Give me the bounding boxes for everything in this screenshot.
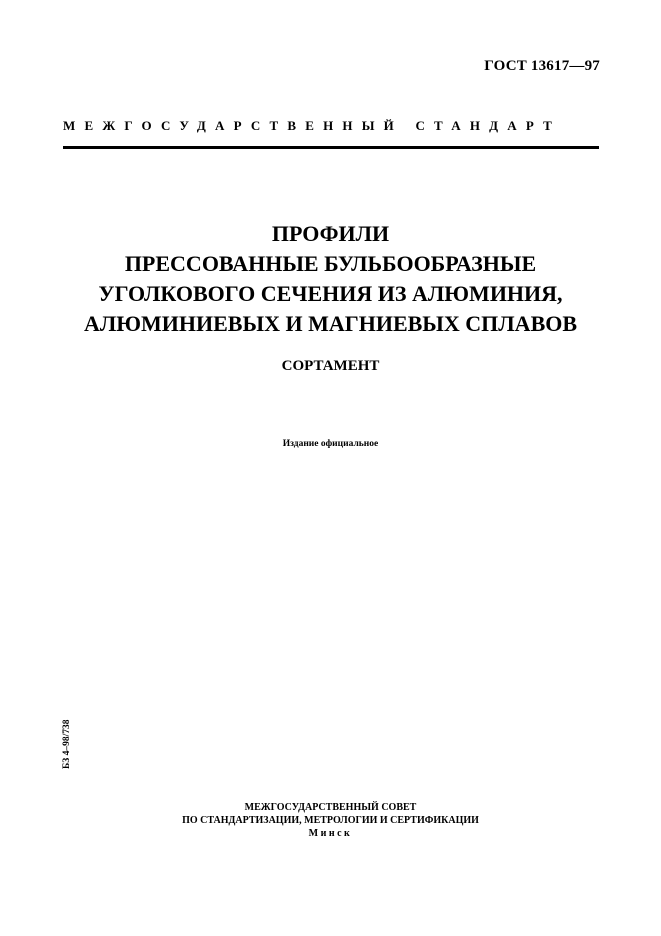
standard-kind-heading: МЕЖГОСУДАРСТВЕННЫЙ СТАНДАРТ <box>63 118 562 133</box>
publisher-block <box>0 801 661 840</box>
title-line-4: АЛЮМИНИЕВЫХ И МАГНИЕВЫХ СПЛАВОВ <box>83 311 578 336</box>
publisher-city: Минск <box>308 828 353 839</box>
edition-note: Издание официальное <box>282 439 379 449</box>
side-catalog-code: БЗ 4–98/738 <box>62 719 72 769</box>
document-subtitle: СОРТАМЕНТ <box>281 358 380 374</box>
publisher-line-2: ПО СТАНДАРТИЗАЦИИ, МЕТРОЛОГИИ И СЕРТИФИКАЦИИ <box>182 815 479 826</box>
gost-number: ГОСТ 13617—97 <box>484 58 600 74</box>
title-line-1: ПРОФИЛИ <box>271 221 390 246</box>
title-line-3: УГОЛКОВОГО СЕЧЕНИЯ ИЗ АЛЮМИНИЯ, <box>98 281 563 306</box>
publisher-line-1: МЕЖГОСУДАРСТВЕННЫЙ СОВЕТ <box>244 802 417 813</box>
header-rule <box>63 146 599 149</box>
title-line-2: ПРЕССОВАННЫЕ БУЛЬБООБРАЗНЫЕ <box>124 251 537 276</box>
document-title <box>0 219 661 339</box>
